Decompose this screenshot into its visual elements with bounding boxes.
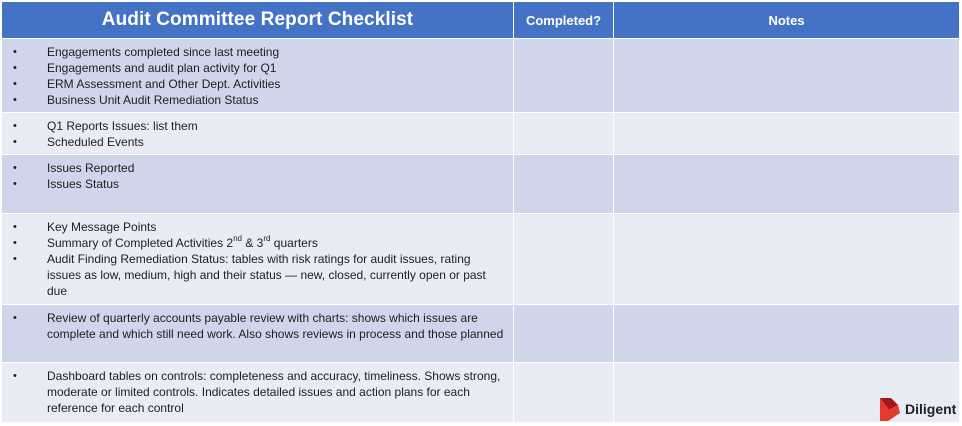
diligent-logo [877, 395, 961, 423]
list-item: • Issues Reported [2, 160, 513, 176]
notes-cell[interactable] [614, 39, 960, 113]
list-item [2, 235, 513, 251]
table-row [2, 363, 960, 423]
list-item: • Q1 Reports Issues: list them [2, 118, 513, 134]
items-cell [2, 155, 514, 214]
list-item: • Engagements completed since last meeting [2, 44, 513, 60]
completed-cell[interactable] [514, 155, 614, 214]
completed-cell[interactable] [514, 113, 614, 155]
completed-cell[interactable] [514, 305, 614, 363]
header-row [2, 2, 960, 39]
list-item: • Dashboard tables on controls: completeness and accuracy, timeliness. Shows strong, moderate or limited controls. Indicates detailed issues and action plans for each reference for each control [2, 368, 513, 416]
notes-column-header: Notes [614, 2, 960, 39]
logo-text: Diligent [905, 401, 957, 417]
notes-cell[interactable] [614, 113, 960, 155]
list-item: • Engagements and audit plan activity for Q1 [2, 60, 513, 76]
list-item: • Business Unit Audit Remediation Status [2, 92, 513, 108]
table-row [2, 214, 960, 305]
table-row [2, 39, 960, 113]
item-text: quarters [270, 236, 318, 250]
item-text: & 3 [241, 236, 264, 250]
table-row [2, 113, 960, 155]
completed-cell[interactable] [514, 39, 614, 113]
ordinal-suffix: nd [233, 234, 242, 243]
ordinal-suffix: rd [263, 234, 271, 243]
completed-column-header: Completed? [514, 2, 614, 39]
items-cell [2, 214, 514, 305]
completed-cell[interactable] [514, 214, 614, 305]
notes-cell[interactable] [614, 214, 960, 305]
items-cell [2, 113, 514, 155]
list-item: • Issues Status [2, 176, 513, 192]
list-item: • ERM Assessment and Other Dept. Activities [2, 76, 513, 92]
checklist-column-header: Audit Committee Report Checklist [2, 2, 514, 39]
completed-cell[interactable] [514, 363, 614, 423]
diligent-logo-icon [877, 395, 903, 423]
table-row [2, 155, 960, 214]
items-cell [2, 363, 514, 423]
list-item: • Scheduled Events [2, 134, 513, 150]
list-item: • Audit Finding Remediation Status: tables with risk ratings for audit issues, rating issues as low, medium, high and their status — new, closed, currently open or past due [2, 251, 513, 299]
items-cell [2, 39, 514, 113]
notes-cell[interactable] [614, 305, 960, 363]
notes-cell[interactable] [614, 155, 960, 214]
audit-checklist-table [1, 1, 960, 423]
item-text: Summary of Completed Activities 2 [47, 236, 234, 250]
items-cell [2, 305, 514, 363]
list-item: • Key Message Points [2, 219, 513, 235]
list-item: • Review of quarterly accounts payable review with charts: shows which issues are complete and which still need work. Also shows reviews in process and those planned [2, 310, 513, 342]
table-row [2, 305, 960, 363]
